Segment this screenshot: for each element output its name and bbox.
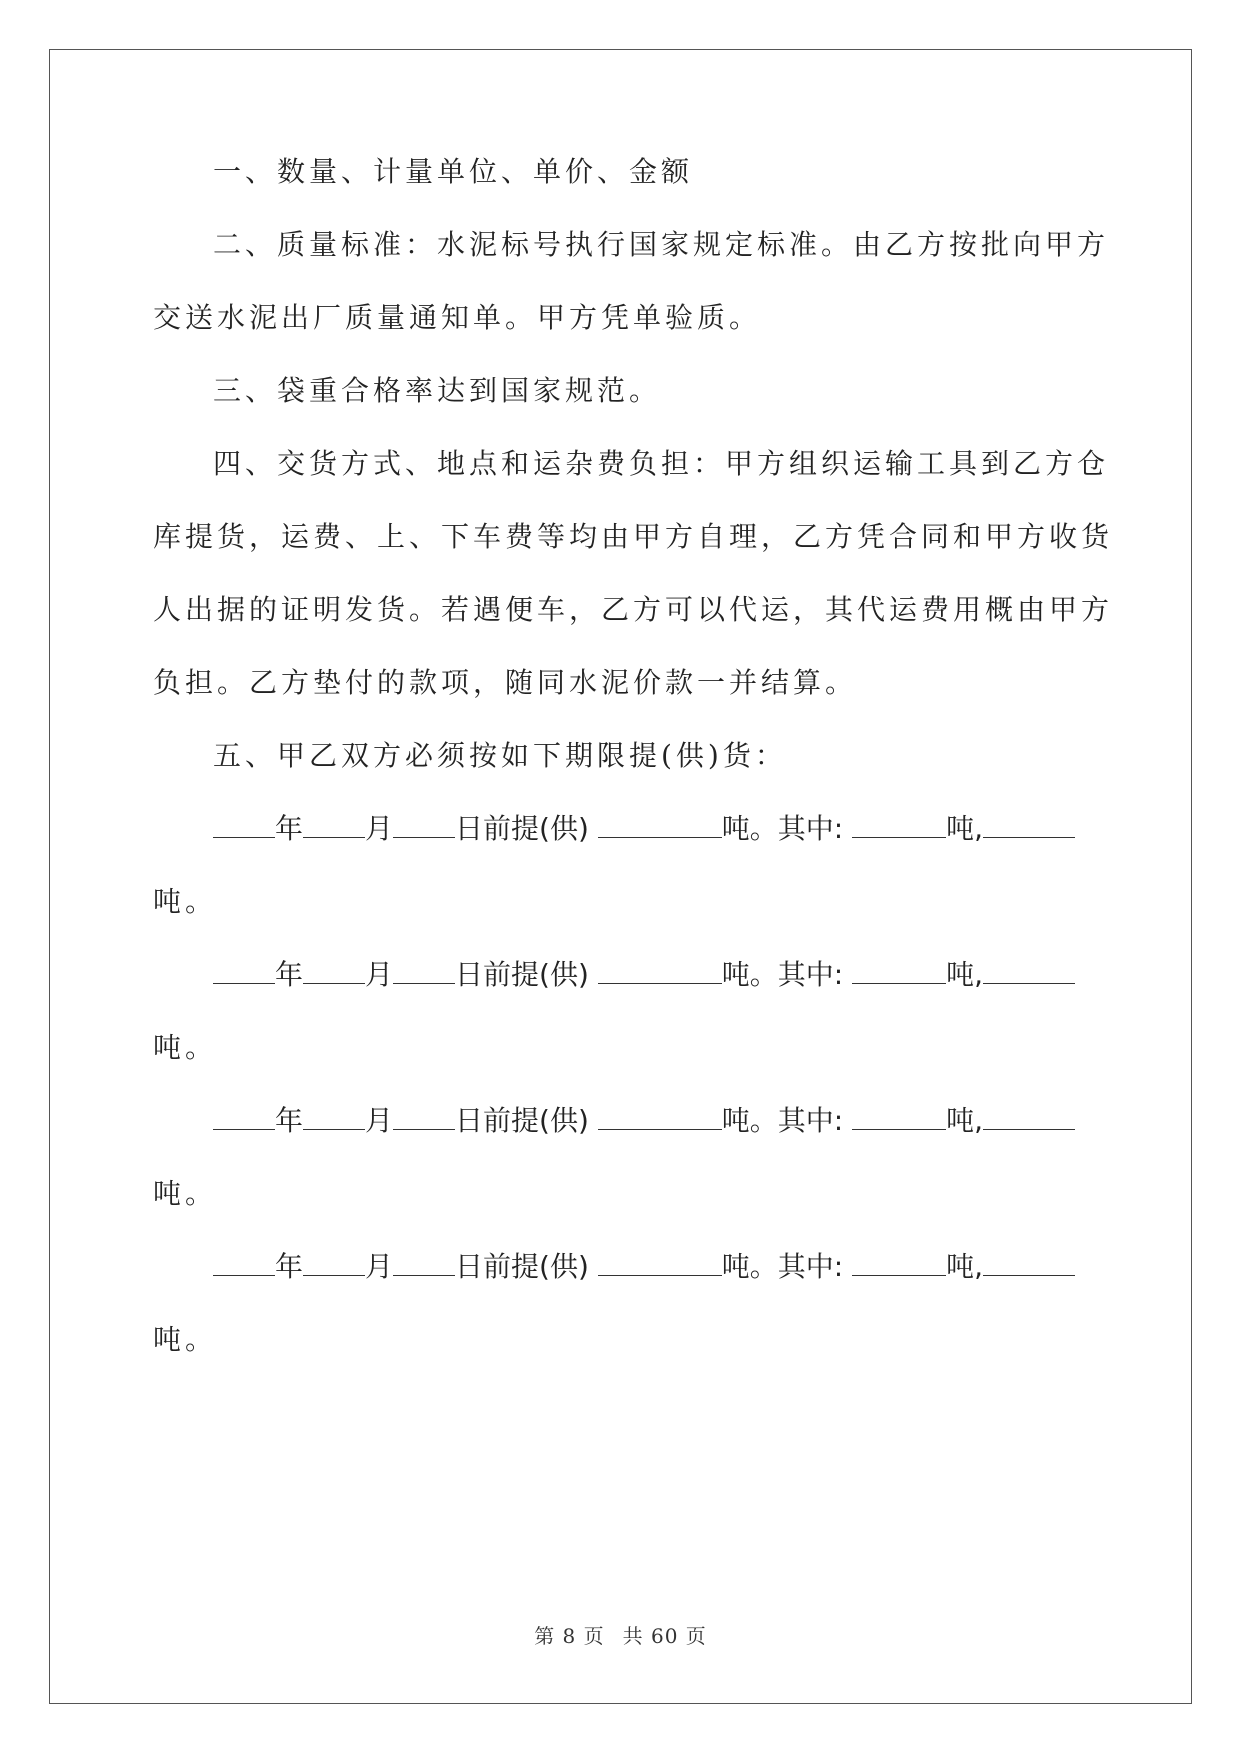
month-label: 月 xyxy=(365,1104,394,1137)
page-footer xyxy=(0,1620,1241,1649)
schedule-row-tail: 吨。 xyxy=(153,1031,218,1064)
clause-1: 一、数量、计量单位、单价、金额 xyxy=(213,155,694,188)
day-blank[interactable] xyxy=(393,809,455,838)
year-label: 年 xyxy=(275,958,304,991)
sub-amount-blank-2[interactable] xyxy=(983,809,1075,838)
sub-amount-blank[interactable] xyxy=(852,1247,946,1276)
sub-amount-blank[interactable] xyxy=(852,809,946,838)
ton-label: 吨。其中: xyxy=(721,812,844,845)
schedule-row-tail: 吨。 xyxy=(153,1177,218,1210)
sub-amount-blank-2[interactable] xyxy=(983,1247,1075,1276)
clause-4-line-4: 负担。乙方垫付的款项，随同水泥价款一并结算。 xyxy=(153,666,858,699)
day-label: 日前提(供) xyxy=(455,1104,589,1137)
day-blank[interactable] xyxy=(393,955,455,984)
month-blank[interactable] xyxy=(303,1101,365,1130)
year-blank[interactable] xyxy=(213,955,275,984)
clause-4-line-3: 人出据的证明发货。若遇便车，乙方可以代运，其代运费用概由甲方 xyxy=(153,593,1114,626)
day-label: 日前提(供) xyxy=(455,812,589,845)
amount-blank[interactable] xyxy=(598,1101,722,1130)
ton-comma-label: 吨, xyxy=(946,1104,984,1137)
year-blank[interactable] xyxy=(213,1101,275,1130)
clause-5: 五、甲乙双方必须按如下期限提(供)货： xyxy=(213,739,787,772)
year-blank[interactable] xyxy=(213,1247,275,1276)
ton-comma-label: 吨, xyxy=(946,812,984,845)
sub-amount-blank[interactable] xyxy=(852,955,946,984)
sub-amount-blank-2[interactable] xyxy=(983,955,1075,984)
schedule-row xyxy=(213,1247,1075,1287)
clause-4-line-1: 四、交货方式、地点和运杂费负担：甲方组织运输工具到乙方仓 xyxy=(213,447,1110,480)
day-label: 日前提(供) xyxy=(455,958,589,991)
amount-blank[interactable] xyxy=(598,809,722,838)
schedule-row xyxy=(213,955,1075,995)
schedule-row-tail: 吨。 xyxy=(153,1323,218,1356)
month-label: 月 xyxy=(365,812,394,845)
clause-3: 三、袋重合格率达到国家规范。 xyxy=(213,374,662,407)
ton-comma-label: 吨, xyxy=(946,1250,984,1283)
page-total: 共 60 页 xyxy=(622,1624,707,1648)
month-blank[interactable] xyxy=(303,955,365,984)
ton-label: 吨。其中: xyxy=(721,1250,844,1283)
day-label: 日前提(供) xyxy=(455,1250,589,1283)
sub-amount-blank[interactable] xyxy=(852,1101,946,1130)
sub-amount-blank-2[interactable] xyxy=(983,1101,1075,1130)
day-blank[interactable] xyxy=(393,1101,455,1130)
year-blank[interactable] xyxy=(213,809,275,838)
day-blank[interactable] xyxy=(393,1247,455,1276)
page-number: 第 8 页 xyxy=(534,1624,605,1648)
clause-2-line-1: 二、质量标准：水泥标号执行国家规定标准。由乙方按批向甲方 xyxy=(213,228,1110,261)
year-label: 年 xyxy=(275,1250,304,1283)
year-label: 年 xyxy=(275,812,304,845)
ton-label: 吨。其中: xyxy=(721,958,844,991)
month-blank[interactable] xyxy=(303,809,365,838)
schedule-row xyxy=(213,1101,1075,1141)
year-label: 年 xyxy=(275,1104,304,1137)
clause-4-line-2: 库提货，运费、上、下车费等均由甲方自理，乙方凭合同和甲方收货 xyxy=(153,520,1114,553)
ton-comma-label: 吨, xyxy=(946,958,984,991)
schedule-row xyxy=(213,809,1075,849)
clause-2-line-2: 交送水泥出厂质量通知单。甲方凭单验质。 xyxy=(153,301,762,334)
schedule-row-tail: 吨。 xyxy=(153,885,218,918)
amount-blank[interactable] xyxy=(598,1247,722,1276)
month-label: 月 xyxy=(365,958,394,991)
month-label: 月 xyxy=(365,1250,394,1283)
amount-blank[interactable] xyxy=(598,955,722,984)
ton-label: 吨。其中: xyxy=(721,1104,844,1137)
month-blank[interactable] xyxy=(303,1247,365,1276)
